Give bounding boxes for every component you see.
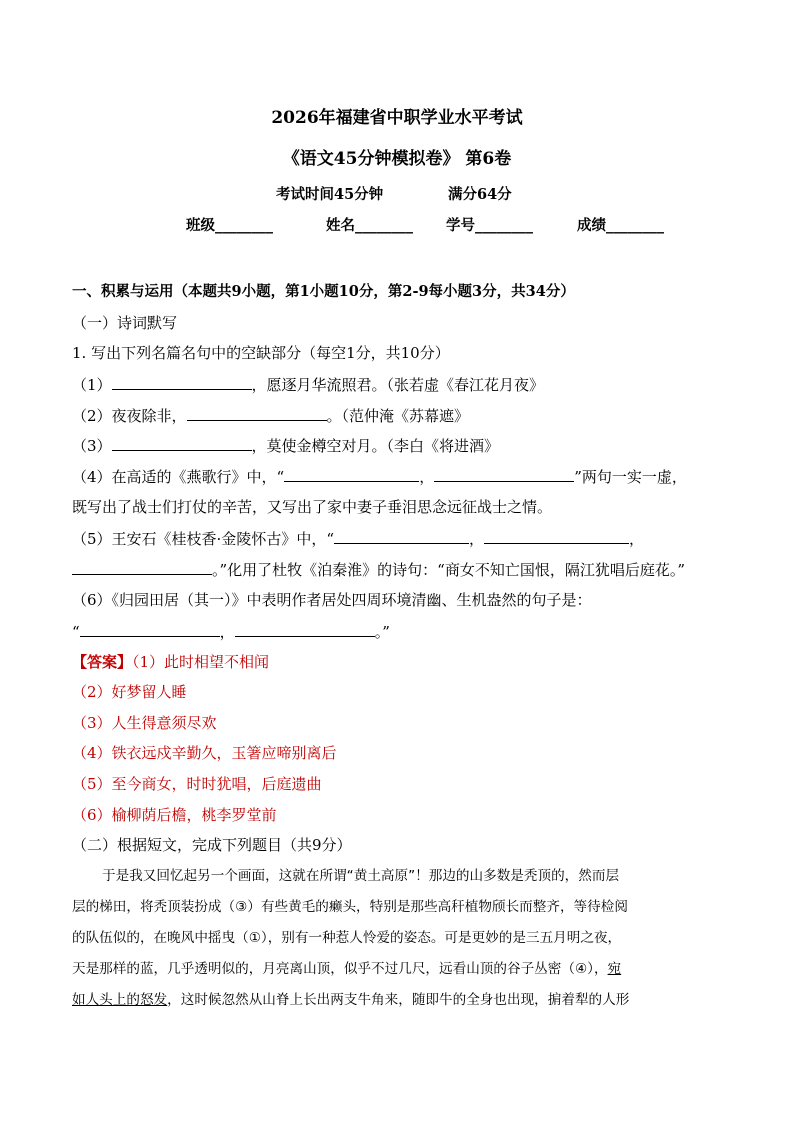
- item-1: [72, 374, 544, 395]
- answer-2: （2）好梦留人睡: [72, 683, 187, 701]
- passage-line-5-text: ，这时候忽然从山脊上长出两支牛角来，随即牛的全身也出现，掮着犁的人形: [167, 992, 630, 1008]
- item-6-line2: [72, 621, 390, 642]
- section-heading: 一、积累与运用（本题共9小题，第1小题10分，第2-9每小题3分，共34分）: [72, 283, 575, 300]
- score-field: 成绩________: [577, 217, 664, 234]
- answer-blank[interactable]: [284, 466, 419, 482]
- item-3-text: ，莫使金樽空对月。（李白《将进酒》: [251, 437, 500, 455]
- answer-blank[interactable]: [484, 528, 629, 544]
- item-3: [72, 435, 499, 456]
- part-heading-reading: （二）根据短文，完成下列题目（共9分）: [72, 836, 352, 854]
- item-4-comma: ，: [419, 468, 435, 486]
- item-5-comma2: ，: [629, 530, 645, 548]
- passage-line-4: [72, 959, 621, 979]
- answer-blank[interactable]: [434, 466, 574, 482]
- item-5-comma: ，: [468, 530, 484, 548]
- passage-line-4-text: 天是那样的蓝，几乎透明似的，月亮离山顶，似乎不过几尺，远看山顶的谷子丛密（④），: [72, 961, 608, 977]
- answer-blank[interactable]: [72, 559, 212, 575]
- answer-1-text: （1）此时相望不相闻: [132, 653, 270, 671]
- item-6-quote-close: 。”: [374, 623, 390, 641]
- item-5-prefix: （5）王安石《桂枝香·金陵怀古》中，“: [72, 530, 334, 548]
- answer-blank[interactable]: [112, 374, 252, 390]
- exam-title: 2026年福建省中职学业水平考试: [271, 108, 523, 128]
- question-1: 1. 写出下列名篇名句中的空缺部分（每空1分，共10分）: [72, 344, 450, 362]
- underlined-phrase: 如人头上的怒发: [72, 992, 168, 1008]
- passage-line-5: [72, 990, 629, 1010]
- answer-blank[interactable]: [334, 528, 469, 544]
- exam-subtitle: 《语文45分钟模拟卷》 第6卷: [282, 149, 512, 169]
- item-2-text: 。（范仲淹《苏幕遮》: [326, 407, 470, 425]
- name-field: 姓名________: [326, 217, 413, 234]
- item-6: （6）《归园田居（其一）》中表明作者居处四周环境清幽、生机盎然的句子是：: [72, 591, 592, 609]
- item-1-number: （1）: [72, 376, 112, 394]
- answer-5: （5）至今商女，时时犹唱，后庭遗曲: [72, 775, 322, 793]
- student-number-field: 学号________: [446, 217, 533, 234]
- item-3-number: （3）: [72, 437, 112, 455]
- exam-time: 考试时间45分钟: [276, 186, 384, 203]
- item-5-line2-text: 。”化用了杜牧《泊秦淮》的诗句：“商女不知亡国恨，隔江犹唱后庭花。”: [212, 561, 686, 579]
- answer-4: （4）铁衣远戍辛勤久，玉箸应啼别离后: [72, 744, 337, 762]
- item-2: [72, 405, 469, 426]
- part-heading-poetry: （一）诗词默写: [72, 314, 178, 332]
- item-2-prefix: （2）夜夜除非，: [72, 407, 187, 425]
- item-4: [72, 466, 687, 487]
- item-1-text: ，愿逐月华流照君。（张若虚《春江花月夜》: [251, 376, 545, 394]
- answer-1: [72, 652, 269, 672]
- answer-blank[interactable]: [112, 435, 252, 451]
- answer-6: （6）榆柳荫后檐，桃李罗堂前: [72, 806, 277, 824]
- full-score: 满分64分: [448, 186, 512, 203]
- answer-blank[interactable]: [80, 621, 220, 637]
- underlined-phrase-start: 宛: [607, 961, 622, 977]
- item-4-suffix: ”两句一实一虚，: [574, 468, 687, 486]
- item-4-line2: 既写出了战士们打仗的辛苦，又写出了家中妻子垂泪思念远征战士之情。: [72, 498, 553, 516]
- item-5: [72, 528, 644, 549]
- passage-line-3: 的队伍似的，在晚风中摇曳（①），别有一种惹人怜爱的姿态。可是更妙的是三五月明之夜，: [72, 930, 622, 946]
- item-6-quote-open: “: [72, 623, 80, 641]
- item-5-line2: [72, 559, 685, 580]
- item-6-comma: ，: [219, 623, 235, 641]
- item-4-prefix: （4）在高适的《燕歌行》中，“: [72, 468, 285, 486]
- passage-line-1: 于是我又回忆起另一个画面，这就在所谓“黄土高原”！那边的山多数是秃顶的，然而层: [102, 868, 620, 884]
- answer-label: 【答案】: [72, 653, 133, 671]
- passage-line-2: 层的梯田，将秃顶装扮成（③）有些黄毛的癞头，特别是那些高秆植物颀长而整齐，等待检阅: [72, 899, 628, 915]
- answer-3: （3）人生得意须尽欢: [72, 714, 217, 732]
- answer-blank[interactable]: [235, 621, 375, 637]
- class-field: 班级________: [186, 217, 273, 234]
- answer-blank[interactable]: [187, 405, 327, 421]
